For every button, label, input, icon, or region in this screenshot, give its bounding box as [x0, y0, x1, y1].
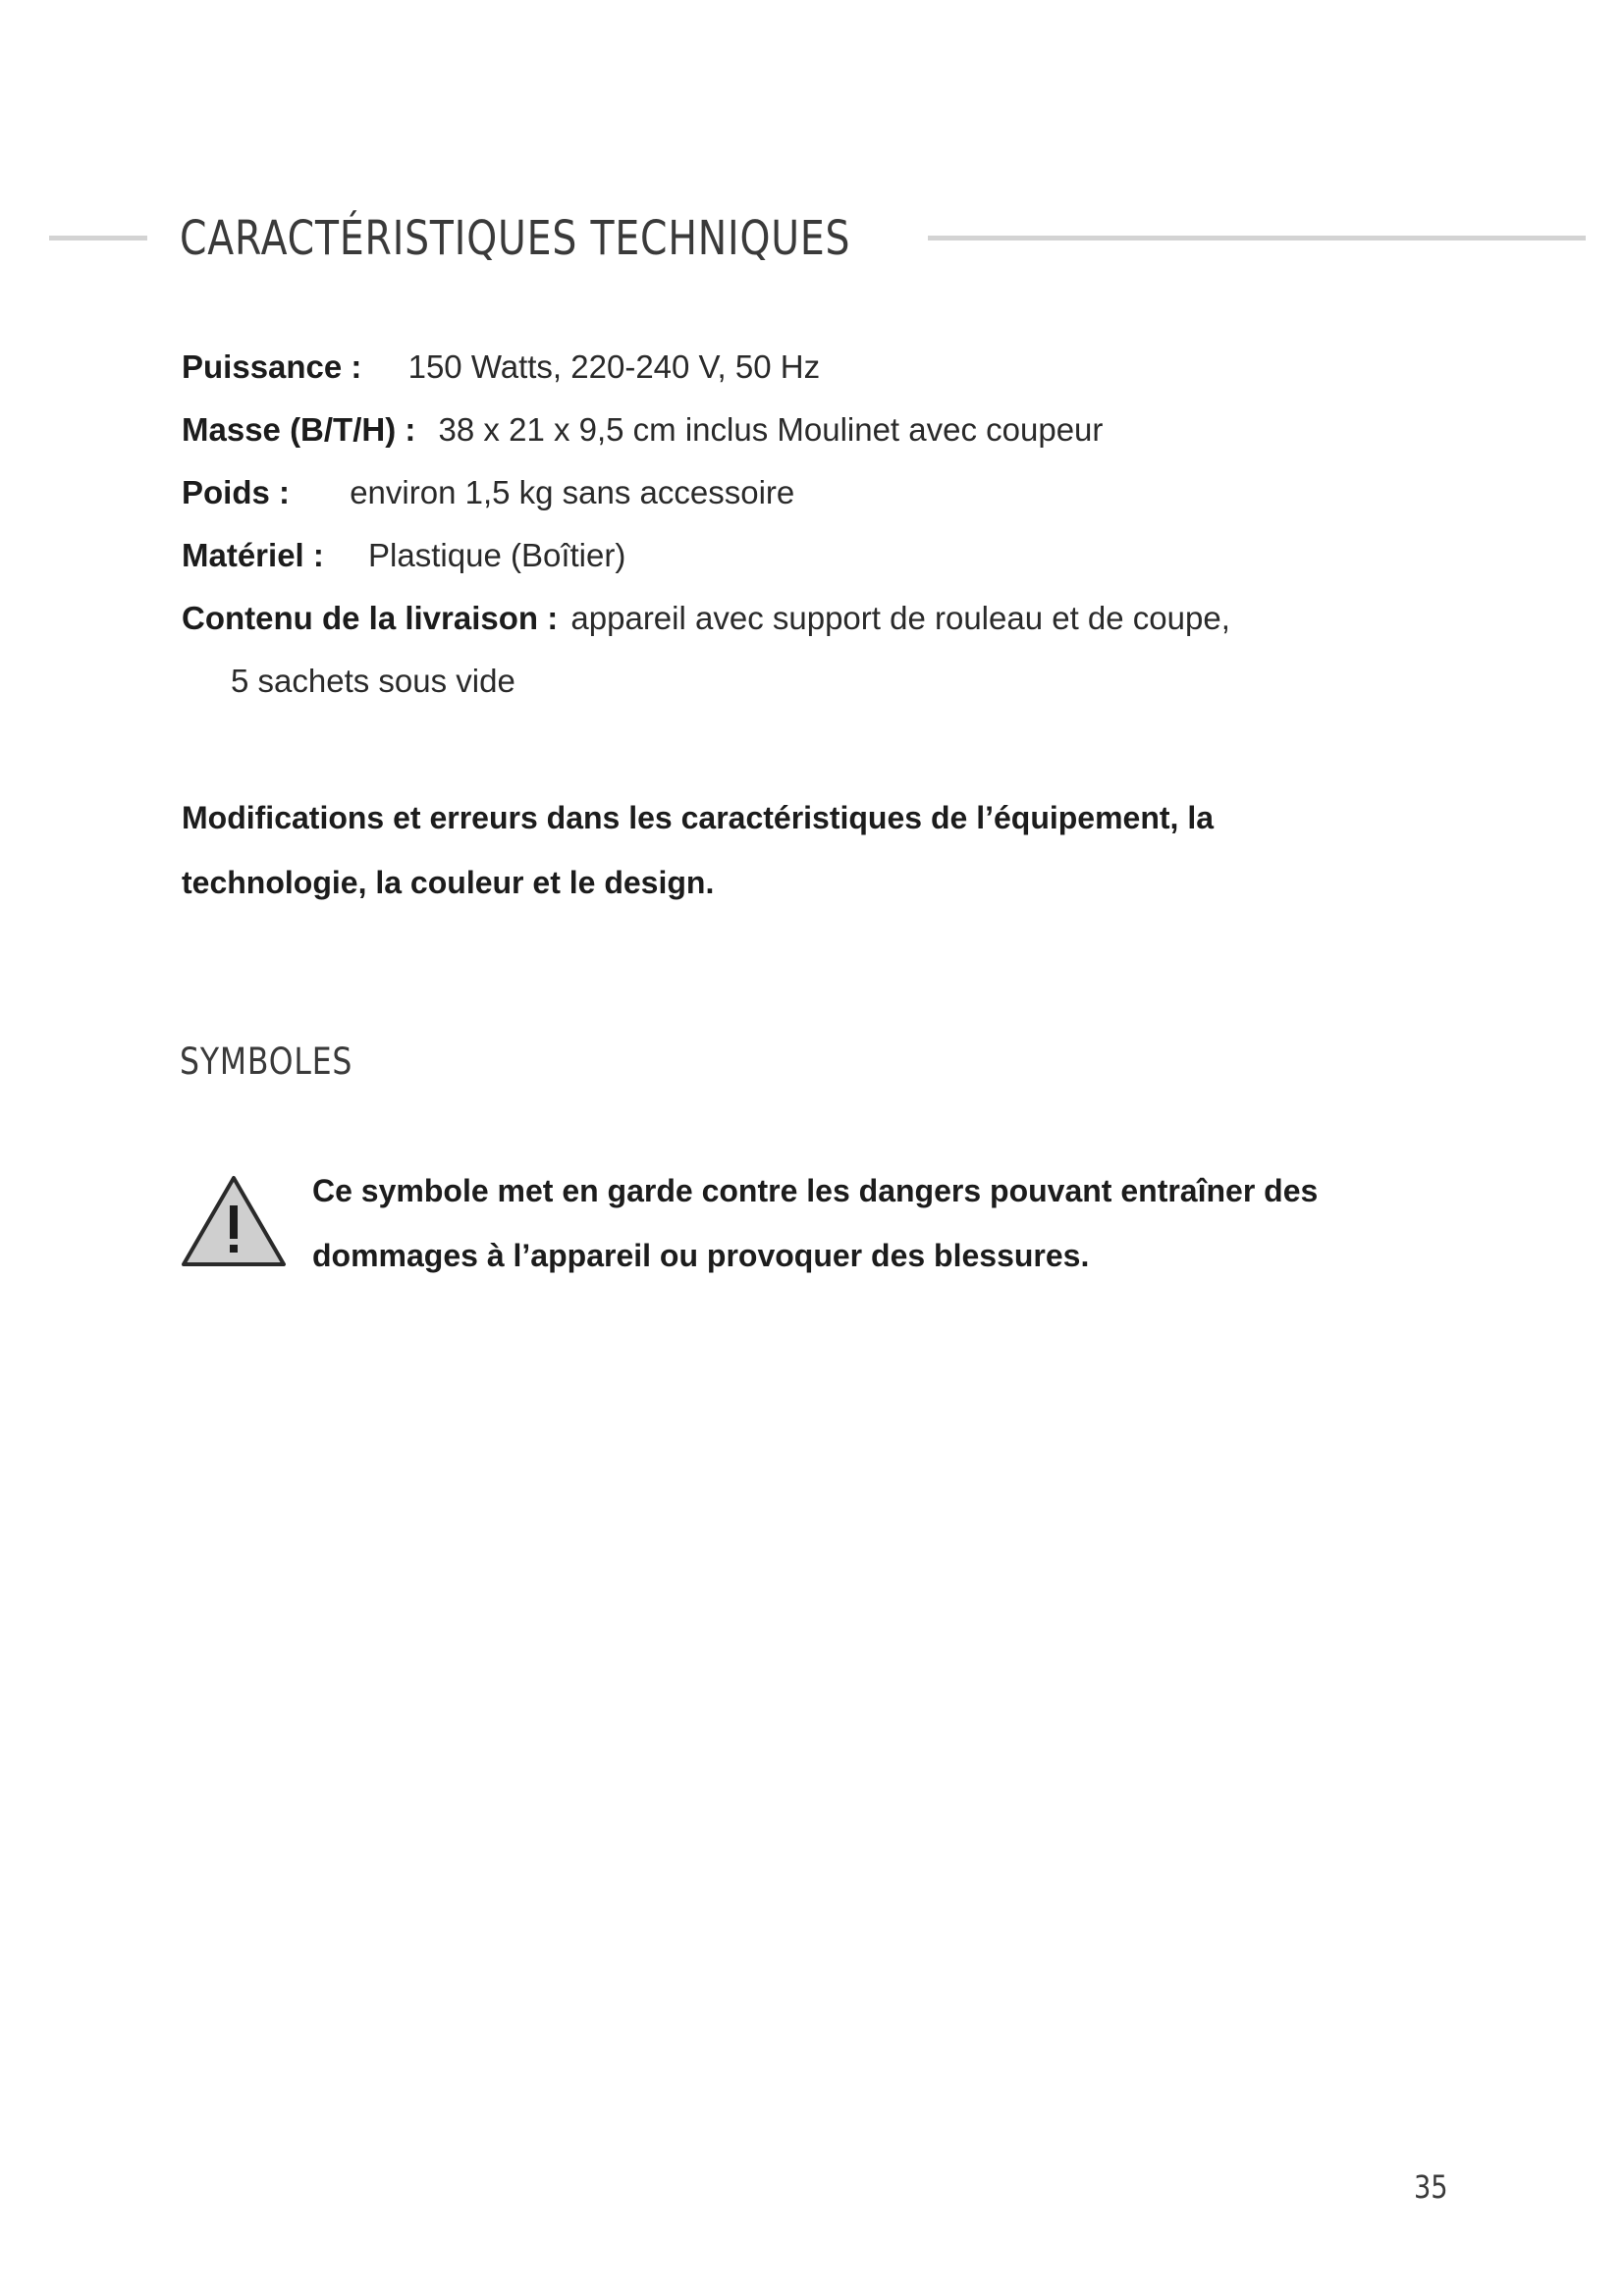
notice-line-1: Modifications et erreurs dans les caractéristiques de l’équipement, la [182, 800, 1215, 835]
page-number: 35 [1414, 2168, 1448, 2206]
spec-label: Matériel : [182, 537, 324, 573]
spec-value: 150 Watts, 220-240 V, 50 Hz [407, 348, 821, 385]
spec-row-materiel [182, 534, 1458, 597]
warning-triangle-icon [180, 1174, 288, 1268]
warning-line-1: Ce symbole met en garde contre les dangers pouvant entraîner des [312, 1173, 1319, 1208]
spec-value: 38 x 21 x 9,5 cm inclus Moulinet avec coupeur [438, 411, 1104, 448]
spec-row-contenu [182, 597, 1458, 640]
spec-row-puissance [182, 346, 1458, 408]
spec-label: Masse (B/T/H) : [182, 411, 416, 448]
header-rule-left [49, 236, 147, 240]
modifications-notice [182, 785, 1458, 915]
notice-line-2: technologie, la couleur et le design. [182, 865, 715, 900]
header-rule-right [928, 236, 1586, 240]
spec-label: Poids : [182, 474, 291, 510]
spec-value: Plastique (Boîtier) [368, 537, 626, 573]
spec-list [182, 346, 1458, 703]
spec-row-poids [182, 471, 1458, 534]
spec-label: Puissance : [182, 348, 362, 385]
spec-value: appareil avec support de rouleau et de coupe, [570, 600, 1230, 636]
spec-label: Contenu de la livraison : [182, 600, 559, 636]
warning-description [312, 1158, 1490, 1288]
warning-line-2: dommages à l’appareil ou provoquer des blessures. [312, 1238, 1090, 1273]
section-header [0, 206, 1624, 275]
spec-row-masse [182, 408, 1458, 471]
symbols-heading: SYMBOLES [180, 1041, 353, 1083]
spec-continuation: 5 sachets sous vide [231, 663, 515, 699]
page-title: CARACTÉRISTIQUES TECHNIQUES [180, 211, 851, 266]
spec-value: environ 1,5 kg sans accessoire [350, 474, 795, 510]
